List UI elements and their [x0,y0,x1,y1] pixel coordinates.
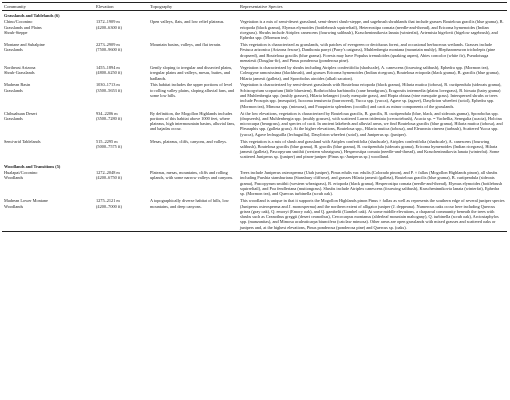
elevation-cell: 1455–1894 m (4800–6250 ft) [96,64,122,76]
topography-cell: Plateaus, mesas, mountains, cliffs and rolling uplands, with some narrow valleys and canyons. [150,170,234,181]
elevation-cell: 515–2295 m (5000–7575 ft) [96,138,122,149]
topography-cell: By definition, the Mogollon Highlands includes portions of this habitat above 1000 feet, where plateaus, high intermountain basins, alluvial fans, and bajadas occur. [150,110,236,132]
header-species: Representative Species [238,3,507,11]
topography-cell: This habitat includes the upper portions of level to rolling valley plains, sloping alluvial fans, and some low hills. [150,82,235,99]
table-header-row [2,3,507,11]
topography-cell: Mountain basins, valleys, and flat terrain. [150,42,222,48]
table-row [2,41,507,64]
elevation-cell: 934–2206 m (3500–7280 ft) [96,110,122,121]
header-community: Community [2,3,94,11]
community-name: Madrean Basin Grasslands [4,82,31,93]
habitat-table [2,2,507,232]
elevation-cell: 1372–1909 m (4200–6300 ft) [96,19,122,30]
species-cell: Vegetation is characterized by shrubs including Atriplex confertifolia (shadscale), A. canescens (fourwing saltbush), Ephedra spp. (Mormon tea), Coleogyne ramosissima (blackbrush), and grasses Ericoma hymenoides (Indian ricegrass), Bouteloua eriopoda (black grama), B. gracilis (blue grama), Hilaria jamesii (galleta), and Sporobolus airoides (alkali sacaton). [240,64,500,81]
section-title-woodlands: Woodlands and Transitions (5) [4,163,61,169]
table-row [2,82,507,110]
community-name: Montane and Subalpine Grasslands [4,42,45,53]
community-name: Hualapai/Coconino Woodlands [4,170,38,181]
species-cell: This woodland is unique in that it supports the Mogollon Highlands pinon Pinus × fallax as well as represents the southern edge of several juniper species (Juniperus osteosperma and J. monosperma) and the northern extent of alligator juniper (J. deppeana). Numerous oaks occur here including Quercus grisea (gray oak), Q. emoryi (Emory oak), and Q. gambelii (Gambel oak). At some middle elevations, a chaparral community beneath the trees with shrubs such as Ceanothus greggii (desert ceanothus), Cercocarpus montanus (alderleaf mountain mahogany), Q. turbinella (scrub oak), Arctostaphylos spp. (manzanitas), and Mimosa aculeaticarpa biuncifera (catclaw mimosa). Other areas are open grasslands with mixed grasses and scattered oaks or junipers and, at the highest elevations, Pinus ponderosa (ponderosa pine) and Quercus sp. (oaks). [238,197,507,231]
section-row-woodlands [2,162,507,169]
table-row [2,138,507,161]
community-name: Northeast Arizona Shrub-Grasslands [4,64,36,76]
table-row [2,19,507,42]
species-cell: Vegetation is a mix of semi-desert grassland, semi-desert shrub-steppe, and sagebrush shrublands that include grasses Bouteloua gracilis (blue grama), B. eriopoda (black grama), Elymus elymoides (bottlebrush squirreltail), Hetereostipa comata (needle-and-thread), and Ericoma hymenoides (Indian ricegrass). Shrubs include Atriplex canescens (fourwing saltbush), Krascheninnikovia lanata (winterfat), Artemisia bigelovii (bigelow sagebrush), and Ephedra spp. (Mormon tea). [240,19,504,41]
topography-cell: A topographically diverse habitat of hills, low mountains, and deep canyons. [148,197,238,231]
section-row-grasslands [2,11,507,19]
elevation-cell: 1272–2048 m (4200–6750 ft) [96,170,122,181]
topography-cell: Mesas, plateaus, cliffs, canyons, and valleys. [150,138,228,144]
table-row [2,169,507,197]
species-cell: This vegetation is a mix of shrub and grassland with Atriplex confertifolia (shadscale), Atriplex confertifolia (shadscale), A. canescens (fourwing saltbush), Bouteloua gracilis (blue grama), B. gracilis (blue grama), B. curtipendula (sideoats grama), Ericoma hymenoides (Indian ricegrass), Hilaria jamesii (galleta), Pascopyrum smithii (western wheatgrass), Hesperostipa comata (needle-and-thread), and Krascheninnikovia lanata (winterfat). Some scattered Juniperus sp. (juniper) and pinon-juniper (Pinus sp.-Juniperus sp.) woodland. [240,138,500,160]
section-title-grasslands: Grasslands and Tablelands (6) [4,12,60,18]
header-elevation: Elevation [94,3,148,11]
species-cell: Trees include Juniperus osteosperma (Utah juniper), Pinus edulis var. edulis (Colorado pinon), and P. × fallax (Mogollon Highlands pinon), all shrubs including Purshia stansburiana (Stansbury cliffrose), and grasses Hilaria jamesii (galleta), Bouteloua gracilis (blue grama), B. curtipendula (sideoats grama), Pascopyrum smithii (western wheatgrass), B. eriopoda (black grama), Hesperostipa comata (needle-and-thread), Elymus elymoides (bottlebrush squirreltail), and Poa fendleriana (muttongrass). Shrubs include Atriplex canescens (fourwing saltbush), Krascheninnikovia lanata (winterfat), Ephedra sp. (Mormon tea), and Quercus turbinella (scrub oak). [240,170,503,197]
species-cell: At the low elevations, vegetation is characterized by Bouteloua gracilis, B. gracilis, B. curtipendula (blue, black, and sideoats grama), Sporobolus spp. (dropseeds), and Muhlenbergia spp. (muhly grasses), with scattered Larrea tridentata (creosotebush), Acacia sp. = Vachellia, Senegalia (acacia), Holcina microcarpa (beargrass), and species of cacti. In ancient lakebeds and alluvial areas, we find Bouteloua gracilis (blue grama), Hilaria mutica (tobosa), and Pleuraphis spp. (galleta grass). At the higher elevations, Bouteloua spp., Hilaria mutica (tobosa), and Eleuronia cinerea (tarbush), Scattered Yucca spp. (yucca), Agave lechuguilla (lechuguilla), Dasylirion wheeleri (sotol), and Juniperus sp. (juniper). [240,110,503,137]
species-cell: This vegetation is characterized as grasslands, with patches of evergreen or deciduous forest, and occasional herbaceous wetlands. Grasses include Festuca arizonica (Arizona fescue), Danthonia parryi (Parry's oatgrass), Muhlenbergia montana (mountain muhly), Blepharoneuron tricholepis (pine dropseed), and Bouteloua gracilis (blue grama). Forests may have Populus tremuloides (quaking aspen), Abies concolor (white fir), Pseudotsuga menziesii (Douglas-fir), and Pinus ponderosa (ponderosa pine). [240,42,496,64]
table-row [2,64,507,81]
table-row [2,110,507,138]
community-name: Semi-arid Tablelands [4,138,41,144]
community-name: Chino/Coconino Grasslands and Plains Shrub-Steppe [4,19,42,35]
community-name: Madrean Lower Montane Woodlands [2,197,94,231]
elevation-cell: 2273–2909 m (7500–9600 ft) [96,42,122,53]
header-topography: Topography [148,3,238,11]
elevation-cell: 1030–1713 m (3500–5653 ft) [96,82,122,93]
table-row [2,197,507,231]
species-cell: Vegetation is characterized by semi-desert grasslands with Bouteloua eriopoda (black grama), Hilaria mutica (tobosa), B. curtipendula (sideoats grama), Schizoqyrium scoparium (little bluestem), Bothriochloa barbinodis (cane beardgrass), Eragrostis intermedia (plains lovegrass), B. hirsuta (hairy grama) and Muhlenbergia spp. (muhly grasses), Hilaria belangeri (curly mesquite grass), and Hopia obtusa (vine mesquite grass). Interspersed shrubs or trees include Prosopis spp. (mesquite), Isocoma tenuisecta (burroweed), Yucca spp. (yucca), Agave sp. (agave), Dasylirion wheeleri (sotol), Ephedra spp. (Mormon tea), Mimosa spp. (mimosa), and Fouquieria splendens (ocotillo) and cacti as minor components of the grasslands. [240,82,502,109]
topography-cell: Open valleys, flats, and low relief plateaus. [150,19,225,25]
elevation-cell: 1275–2121 m (4200–7000 ft) [94,197,148,231]
community-name: Chihuahuan Desert Grasslands [4,110,38,121]
topography-cell: Gently sloping to irregular and dissected plains, irregular plains and valleys, mesas, buttes, and badlands. [150,64,233,81]
